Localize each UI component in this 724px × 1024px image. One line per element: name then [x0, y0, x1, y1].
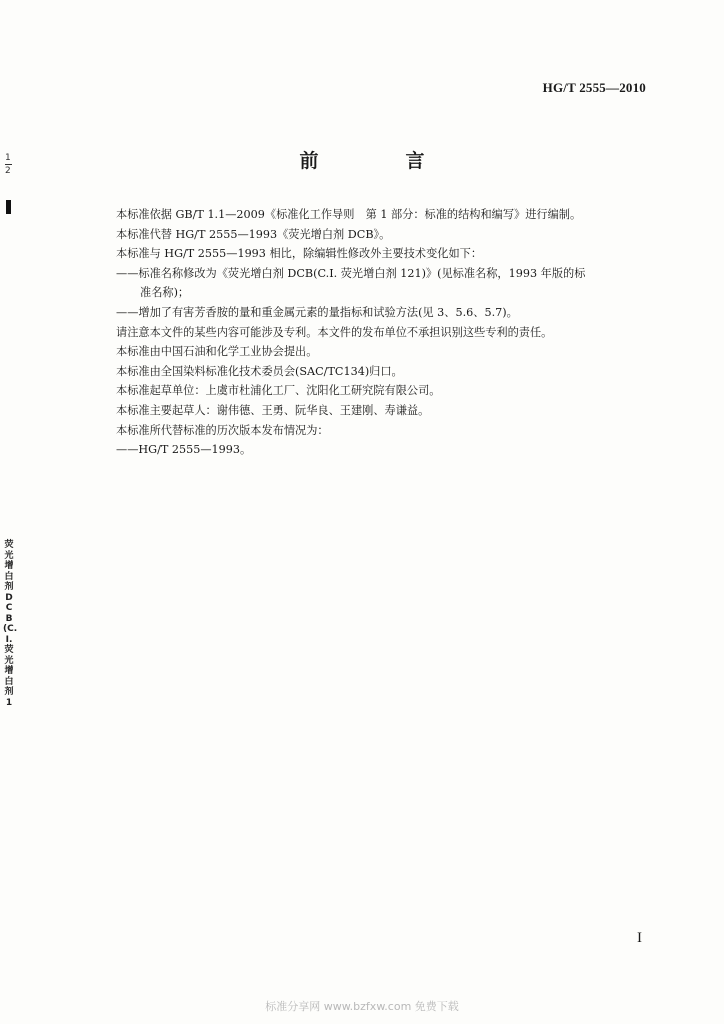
- paragraph: 本标准依据 GB/T 1.1—2009《标准化工作导则 第 1 部分：标准的结构和编写》进行编制。: [116, 208, 582, 221]
- spine-label: 荧光增白剂DCB(C.I.荧光增白剂1: [3, 540, 18, 708]
- half-mark-bottom: 2: [5, 166, 11, 176]
- paragraph: 本标准与 HG/T 2555—1993 相比，除编辑性修改外主要技术变化如下：: [116, 247, 483, 261]
- page-number: I: [637, 930, 642, 946]
- watermark: 标准分享网 www.bzfxw.com 免费下载: [265, 1000, 459, 1013]
- paragraph: 本标准起草单位：上虞市杜浦化工厂、沈阳化工研究院有限公司。: [116, 384, 441, 398]
- paragraph: ——标准名称修改为《荧光增白剂 DCB(C.I. 荧光增白剂 121)》(见标准名称，1993 年版的标: [116, 266, 586, 280]
- paragraph: 本标准代替 HG/T 2555—1993《荧光增白剂 DCB》。: [116, 227, 391, 241]
- foreword-body: [116, 205, 636, 460]
- paragraph: 本标准主要起草人：谢伟德、王勇、阮华良、王建刚、寿谦益。: [116, 403, 430, 417]
- paragraph: ——HG/T 2555—1993。: [116, 443, 252, 457]
- paragraph-continuation: 准名称)；: [140, 286, 190, 300]
- paragraph: 本标准由中国石油和化学工业协会提出。: [116, 345, 318, 359]
- paragraph: ——增加了有害芳香胺的量和重金属元素的量指标和试验方法(见 3、5.6、5.7)。: [116, 305, 518, 319]
- half-mark-top: 1: [5, 153, 11, 163]
- paragraph: 本标准所代替标准的历次版本发布情况为：: [116, 423, 329, 437]
- paragraph: 本标准由全国染料标准化技术委员会(SAC/TC134)归口。: [116, 364, 403, 378]
- page-title: 前 言: [299, 150, 459, 172]
- margin-black-bar: [6, 200, 11, 214]
- paragraph: 请注意本文件的某些内容可能涉及专利。本文件的发布单位不承担识别这些专利的责任。: [116, 325, 553, 339]
- standard-code: HG/T 2555—2010: [542, 80, 646, 95]
